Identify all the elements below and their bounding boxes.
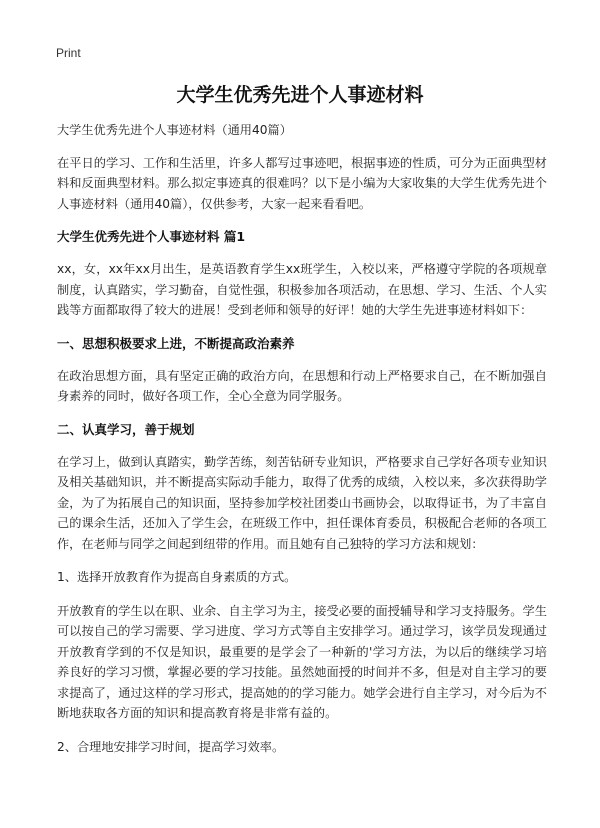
list-item-2: 2、合理地安排学习时间，提高学习效率。 (57, 739, 285, 754)
section-heading: 大学生优秀先进个人事迹材料 篇1 (57, 229, 246, 244)
document-body (57, 120, 547, 770)
subheading-study: 二、认真学习，善于规划 (57, 421, 195, 437)
subtitle: 大学生优秀先进个人事迹材料（通用40篇） (57, 123, 292, 137)
study-paragraph: 在学习上，做到认真踏实，勤学苦练，刻苦钻研专业知识，严格要求自己学好各项专业知识及相关基础知识，并不断提高实际动手能力，取得了优秀的成绩，入校以来，多次获得助学金，为了为拓展自己的知识面，坚持参加学校社团娄山书画协会，以取得证书，为了丰富自己的课余生活，还加入了学生会，在班级工作中，担任课体育委员，积极配合老师的各项工作，在老师与同学之间起到纽带的作用。而且她有自己独特的学习方法和规划： (57, 454, 547, 551)
list-item-1: 1、选择开放教育作为提高自身素质的方式。 (57, 570, 297, 584)
print-label[interactable]: Print (56, 46, 81, 60)
intro-paragraph: 在平日的学习、工作和生活里，许多人都写过事迹吧，根据事迹的性质，可分为正面典型材料和反面典型材料。那么拟定事迹真的很难吗？以下是小编为大家收集的大学生优秀先进个人事迹材料（通用40篇），仅供参考，大家一起来看看吧。 (57, 155, 547, 211)
subheading-politics: 一、思想积极要求上进，不断提高政治素养 (57, 335, 295, 351)
list-item-1-paragraph: 开放教育的学生以在职、业余、自主学习为主，接受必要的面授辅导和学习支持服务。学生可以按自己的学习需要、学习进度、学习方式等自主安排学习。通过学习，该学员发现通过开放教育学到的不仅是知识，最重要的是学会了一种新的'学习方法，为以后的继续学习培养良好的学习习惯，掌握必要的学习技能。虽然她面授的时间并不多，但是对自主学习的要求提高了，通过这样的学习形式，提高她的的学习能力。她学会进行自主学习，对今后为不断地获取各方面的知识和提高教育将是非常有益的。 (57, 603, 547, 720)
page-title: 大学生优秀先进个人事迹材料 (176, 84, 424, 106)
section-paragraph: xx，女，xx年xx月出生，是英语教育学生xx班学生，入校以来，严格遵守学院的各项规章制度，认真踏实，学习勤奋，自觉性强，积极参加各项活动，在思想、学习、生活、个人实践等方面都取得了较大的进展！受到老师和领导的好评！她的大学生先进事迹材料如下： (57, 262, 547, 317)
politics-paragraph: 在政治思想方面，具有坚定正确的政治方向，在思想和行动上严格要求自己，在不断加强自身素养的同时，做好各项工作，全心全意为同学服务。 (57, 368, 547, 403)
